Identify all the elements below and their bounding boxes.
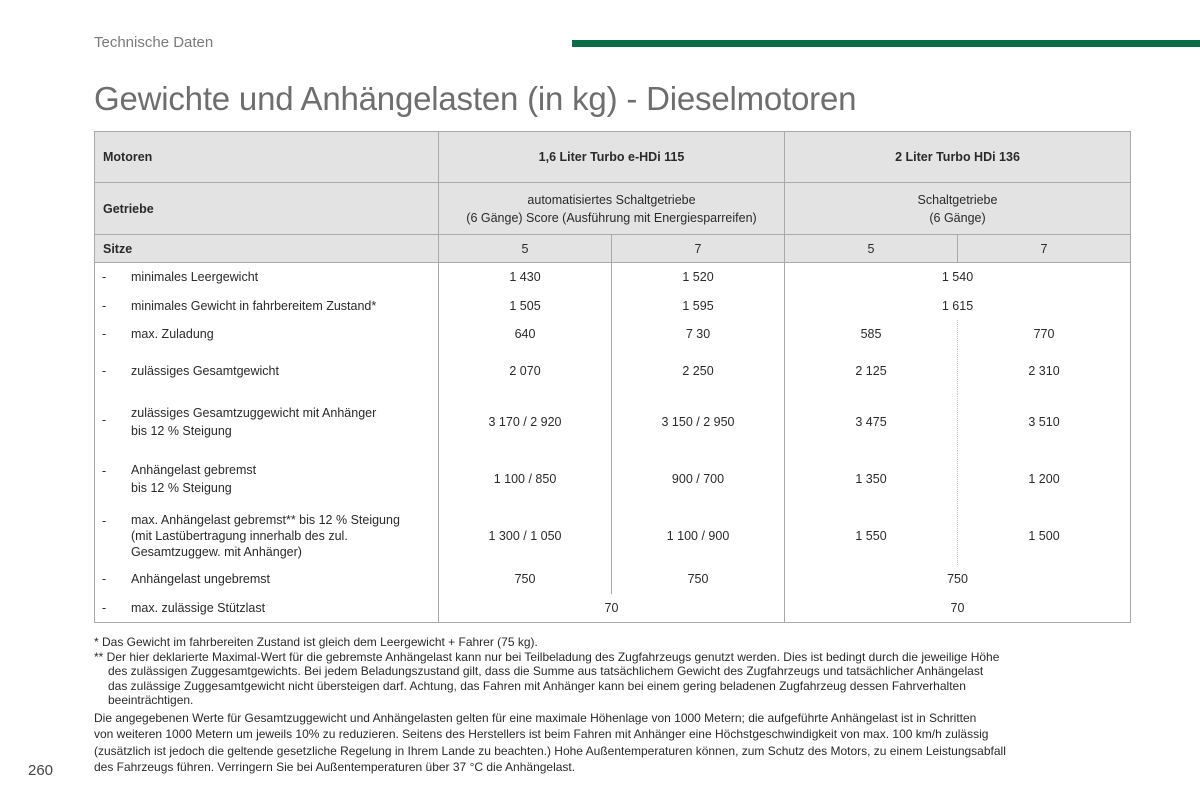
row-dash: - xyxy=(102,572,107,586)
value-cell: 1 100 / 850 xyxy=(439,451,612,508)
page-number: 260 xyxy=(28,762,54,779)
value-cell: 1 350 xyxy=(785,451,958,508)
section-label: Technische Daten xyxy=(94,34,214,51)
row-label xyxy=(95,594,439,623)
row-label-line: (mit Lastübertragung innerhalb des zul. xyxy=(131,529,348,543)
table-row xyxy=(95,508,1131,565)
row-label xyxy=(95,394,439,451)
value-cell: 7 30 xyxy=(612,320,785,349)
gearbox-label: Getriebe xyxy=(95,183,439,235)
table-row xyxy=(95,451,1131,508)
row-label-text: minimales Gewicht in fahrbereitem Zustand* xyxy=(131,298,377,313)
row-label xyxy=(95,349,439,394)
value-cell: 1 550 xyxy=(785,508,958,565)
gearbox-row xyxy=(95,183,1131,235)
value-cell: 770 xyxy=(958,320,1131,349)
value-cell: 3 510 xyxy=(958,394,1131,451)
value-cell: 3 475 xyxy=(785,394,958,451)
seats-cell: 5 xyxy=(439,235,612,263)
row-dash: - xyxy=(102,513,107,528)
seats-row xyxy=(95,235,1131,263)
row-dash: - xyxy=(102,463,107,478)
value-cell: 1 430 xyxy=(439,263,612,292)
row-label-text: Anhängelast ungebremst xyxy=(131,572,270,586)
info-paragraph-line: von weiteren 1000 Metern um jeweils 10% zu reduzieren. Seitens des Herstellers ist beim Fahren mit Anhänger eine Höchstgeschwindigkeit von max. 100 km/h zulässig xyxy=(94,727,989,742)
seats-label: Sitze xyxy=(95,235,439,263)
row-label xyxy=(95,451,439,508)
value-cell: 3 150 / 2 950 xyxy=(612,394,785,451)
row-label-line: bis 12 % Steigung xyxy=(131,481,232,495)
table-row xyxy=(95,594,1131,623)
info-paragraph-line: (zusätzlich ist jedoch die geltende gesetzliche Regelung in Ihrem Lande zu beachten.) Hohe Außentemperaturen können, zum Schutz des Motors, zu einem Leistungsabfall xyxy=(94,743,1006,758)
value-cell: 1 100 / 900 xyxy=(612,508,785,565)
value-cell: 1 520 xyxy=(612,263,785,292)
value-cell: 750 xyxy=(612,565,785,594)
table-row xyxy=(95,292,1131,320)
engine-label: Motoren xyxy=(95,132,439,183)
row-dash: - xyxy=(102,412,107,427)
value-cell: 70 xyxy=(785,594,1131,623)
table-row xyxy=(95,565,1131,594)
footnote-2-line: des zulässigen Zuggesamtgewichts. Bei jedem Beladungszustand gilt, dass die Summe aus tatsächlichem Gewicht des Zugfahrzeugs und tatsächlicher Anhängelast xyxy=(108,664,984,679)
info-paragraph-line: des Fahrzeugs führen. Verringern Sie bei Außentemperaturen über 37 °C die Anhängelast. xyxy=(94,760,576,775)
gearbox-1-header xyxy=(439,183,785,235)
value-cell: 2 070 xyxy=(439,349,612,394)
value-cell: 585 xyxy=(785,320,958,349)
row-label xyxy=(95,320,439,349)
value-cell: 2 125 xyxy=(785,349,958,394)
row-label-line: zulässiges Gesamtzuggewicht mit Anhänger xyxy=(131,406,377,420)
row-label xyxy=(95,292,439,320)
value-cell: 1 615 xyxy=(785,292,1131,320)
row-label-line: Anhängelast gebremst xyxy=(131,463,257,477)
row-label-line: max. Anhängelast gebremst** bis 12 % Steigung xyxy=(131,513,400,527)
value-cell: 1 595 xyxy=(612,292,785,320)
info-paragraph xyxy=(94,710,1134,776)
weights-table xyxy=(94,131,1131,623)
value-cell: 1 505 xyxy=(439,292,612,320)
value-cell: 2 250 xyxy=(612,349,785,394)
value-cell: 1 300 / 1 050 xyxy=(439,508,612,565)
row-dash: - xyxy=(102,364,107,378)
gearbox-2-line1: Schaltgetriebe xyxy=(917,192,998,207)
engine-row xyxy=(95,132,1131,183)
header-accent-bar xyxy=(572,40,1200,47)
row-dash: - xyxy=(102,327,107,341)
row-label-line: Gesamtzuggew. mit Anhänger) xyxy=(131,545,302,559)
row-label-text: max. zulässige Stützlast xyxy=(131,600,266,615)
value-cell: 70 xyxy=(439,594,785,623)
table-row xyxy=(95,349,1131,394)
value-cell: 640 xyxy=(439,320,612,349)
row-label-text: zulässiges Gesamtgewicht xyxy=(131,364,279,378)
value-cell: 1 540 xyxy=(785,263,1131,292)
value-cell: 2 310 xyxy=(958,349,1131,394)
footnote-2-line: das zulässige Zuggesamtgewicht nicht übersteigen darf. Achtung, das Fahren mit Anhänger kann bei einem gering beladenen Zugfahrzeug dessen Fahrverhalten xyxy=(108,678,966,693)
row-label xyxy=(95,565,439,594)
gearbox-1-line2: (6 Gänge) Score (Ausführung mit Energiesparreifen) xyxy=(466,210,757,225)
footnotes xyxy=(94,635,1134,776)
value-cell: 3 170 / 2 920 xyxy=(439,394,612,451)
gearbox-1-line1: automatisiertes Schaltgetriebe xyxy=(527,192,696,207)
info-paragraph-line: Die angegebenen Werte für Gesamtzuggewicht und Anhängelasten gelten für eine maximale Höhenlage von 1000 Metern; die aufgeführte Anhängelast ist in Schritten xyxy=(94,710,977,725)
seats-cell: 7 xyxy=(612,235,785,263)
row-label xyxy=(95,263,439,292)
row-label-text: max. Zuladung xyxy=(131,327,214,341)
value-cell: 1 500 xyxy=(958,508,1131,565)
row-dash: - xyxy=(102,298,107,313)
value-cell: 750 xyxy=(439,565,612,594)
seats-cell: 7 xyxy=(958,235,1131,263)
table-row xyxy=(95,263,1131,292)
footnote-1: * Das Gewicht im fahrbereiten Zustand ist gleich dem Leergewicht + Fahrer (75 kg). xyxy=(94,635,538,649)
value-cell: 1 200 xyxy=(958,451,1131,508)
footnote-2-line: ** Der hier deklarierte Maximal-Wert für die gebremste Anhängelast kann nur bei Teilbeladung des Zugfahrzeugs genutzt werden. Dies ist bedingt durch die jeweilige Höhe xyxy=(94,649,1000,664)
row-label xyxy=(95,508,439,565)
page-title: Gewichte und Anhängelasten (in kg) - Dieselmotoren xyxy=(94,80,857,117)
row-dash: - xyxy=(102,600,107,615)
row-label-line: bis 12 % Steigung xyxy=(131,424,232,438)
footnote-2-line: beeinträchtigen. xyxy=(108,693,194,708)
row-dash: - xyxy=(102,270,107,285)
seats-cell: 5 xyxy=(785,235,958,263)
table-row xyxy=(95,320,1131,349)
row-label-text: minimales Leergewicht xyxy=(131,270,259,285)
gearbox-2-line2: (6 Gänge) xyxy=(929,210,986,225)
engine-1-header: 1,6 Liter Turbo e-HDi 115 xyxy=(439,132,785,183)
value-cell: 750 xyxy=(785,565,1131,594)
table-row xyxy=(95,394,1131,451)
engine-2-header: 2 Liter Turbo HDi 136 xyxy=(785,132,1131,183)
value-cell: 900 / 700 xyxy=(612,451,785,508)
gearbox-2-header xyxy=(785,183,1131,235)
